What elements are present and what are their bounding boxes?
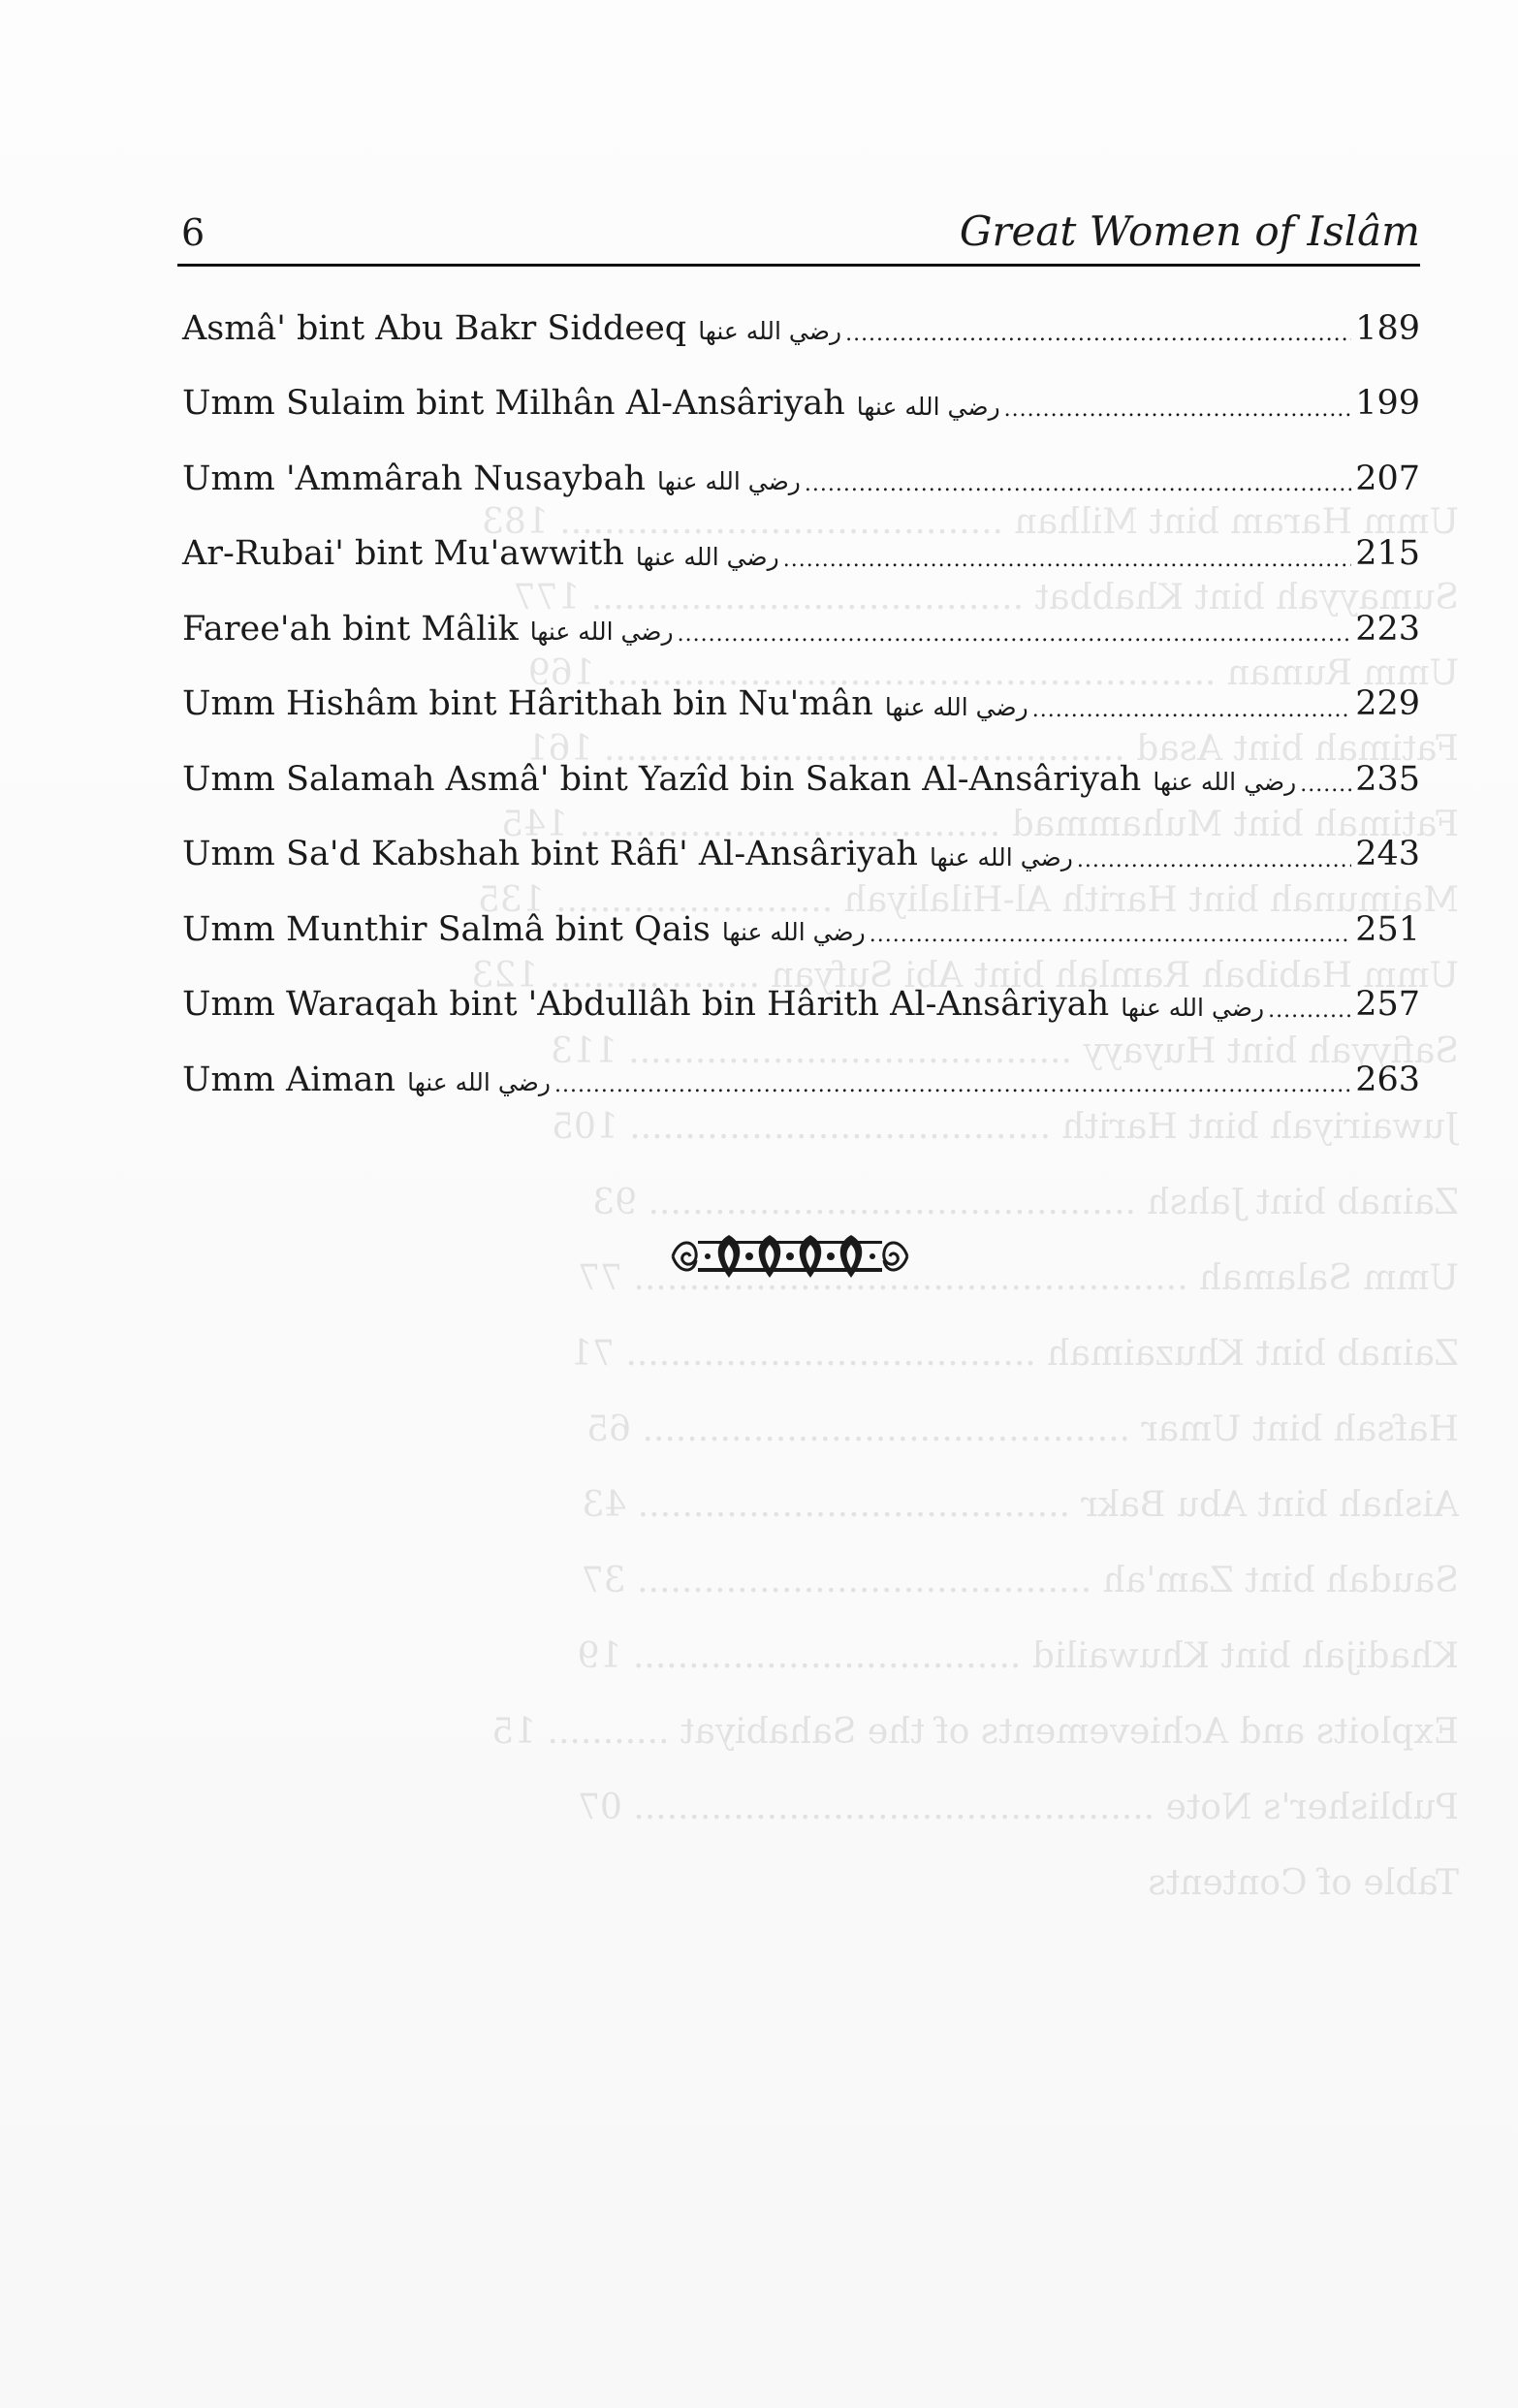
toc-entry-honorific: رضي الله عنها — [856, 392, 1000, 421]
toc-entry-honorific: رضي الله عنها — [929, 842, 1073, 871]
dot-leader — [805, 472, 1351, 496]
toc-entry — [182, 817, 1420, 893]
toc-entry-page: 263 — [1355, 1060, 1420, 1099]
toc-entry — [182, 667, 1420, 743]
toc-entry-name: Umm Salamah Asmâ' bint Yazîd bin Sakan Al-Ansâriyah — [182, 759, 1142, 799]
toc-entry — [182, 967, 1420, 1043]
toc-entry-name: Asmâ' bint Abu Bakr Siddeeq — [182, 308, 687, 348]
toc-entry-name: Faree'ah bint Mâlik — [182, 609, 519, 649]
toc-entry-honorific: رضي الله عنها — [698, 317, 842, 346]
dot-leader — [1268, 998, 1351, 1023]
page-number: 6 — [181, 211, 206, 254]
toc-entry-page: 229 — [1355, 684, 1420, 724]
toc-entry — [182, 591, 1420, 667]
toc-entry-honorific: رضي الله عنها — [529, 618, 674, 647]
page-header — [177, 206, 1420, 264]
toc-entry-name: Umm Waraqah bint 'Abdullâh bin Hârith Al-Ansâriyah — [182, 985, 1110, 1025]
dot-leader — [1077, 848, 1351, 872]
toc-entry-honorific: رضي الله عنها — [657, 467, 801, 496]
dot-leader — [783, 548, 1351, 572]
toc-entry-page: 223 — [1355, 609, 1420, 649]
toc-entry-page: 243 — [1355, 835, 1420, 874]
dot-leader — [678, 622, 1352, 647]
dot-leader — [1300, 773, 1351, 797]
toc-entry-name: Umm Hishâm bint Hârithah bin Nu'mân — [182, 684, 873, 724]
toc-entry-page: 251 — [1355, 909, 1420, 949]
toc-entry-page: 207 — [1355, 459, 1420, 498]
toc-entry-page: 199 — [1355, 384, 1420, 424]
ornament-divider-icon — [669, 1229, 911, 1283]
toc-entry-page: 257 — [1355, 985, 1420, 1025]
toc-entry-honorific: رضي الله عنها — [407, 1068, 551, 1097]
toc-entry-honorific: رضي الله عنها — [635, 542, 779, 571]
toc-entry — [182, 1042, 1420, 1118]
toc-entry-name: Umm Sulaim bint Milhân Al-Ansâriyah — [182, 384, 845, 424]
toc-entry — [182, 517, 1420, 592]
header-rule — [177, 264, 1420, 267]
toc-entry-name: Ar-Rubai' bint Mu'awwith — [182, 534, 624, 574]
table-of-contents-list — [182, 291, 1420, 1118]
toc-entry-page: 235 — [1355, 759, 1420, 799]
dot-leader — [870, 923, 1351, 947]
toc-entry-name: Umm Aiman — [182, 1060, 396, 1099]
dot-leader — [1032, 698, 1351, 722]
toc-entry-page: 189 — [1355, 308, 1420, 348]
bleed-through-texture: Umm Haram bint Milhan ........................................ 183 Sumayyah bint Khabbat ....................................... 177 Umm Ruman ....................................................... 169 Fatimah bint Asad ............................................... 161 Fatimah bint Muhammad ...................................... 145 Maimunah bint Harith Al-Hilaliyah ......................... 135 Umm Habibah Ramlah bint Abi Sufyan ................... 123 Safiyyah bint Huyayy ........................................ 113 Juwairiyah bint Harith ...................................... 105 Zainab bint Jahsh ............................................ 93 Umm Salamah .................................................. 77 Zainab bint Khuzaimah ..................................... 71 Hafsah bint Umar ............................................ 65 Aishah bint Abu Bakr ....................................... 43 Saudah bint Zam'ah ......................................... 37 Khadijah bint Khuwailid ................................... 19 Exploits and Achievements of the Sahabiyat ........... 15 Publisher's Note ............................................... 07 Table of Contents — [471, 502, 1459, 1903]
toc-entry-honorific: رضي الله عنها — [884, 692, 1028, 721]
running-title: Great Women of Islâm — [959, 207, 1420, 255]
toc-entry — [182, 892, 1420, 967]
toc-entry — [182, 742, 1420, 817]
toc-entry-name: Umm 'Ammârah Nusaybah — [182, 459, 646, 498]
dot-leader — [554, 1073, 1351, 1097]
dot-leader — [1004, 397, 1352, 422]
toc-entry-name: Umm Munthir Salmâ bint Qais — [182, 909, 711, 949]
toc-entry — [182, 366, 1420, 442]
toc-entry-name: Umm Sa'd Kabshah bint Râfi' Al-Ansâriyah — [182, 835, 918, 874]
dot-leader — [845, 322, 1351, 346]
toc-entry-honorific: رضي الله عنها — [721, 918, 866, 947]
toc-entry — [182, 291, 1420, 366]
toc-entry-page: 215 — [1355, 534, 1420, 574]
toc-entry-honorific: رضي الله عنها — [1121, 993, 1265, 1022]
toc-entry-honorific: رضي الله عنها — [1153, 768, 1297, 797]
toc-entry — [182, 441, 1420, 517]
